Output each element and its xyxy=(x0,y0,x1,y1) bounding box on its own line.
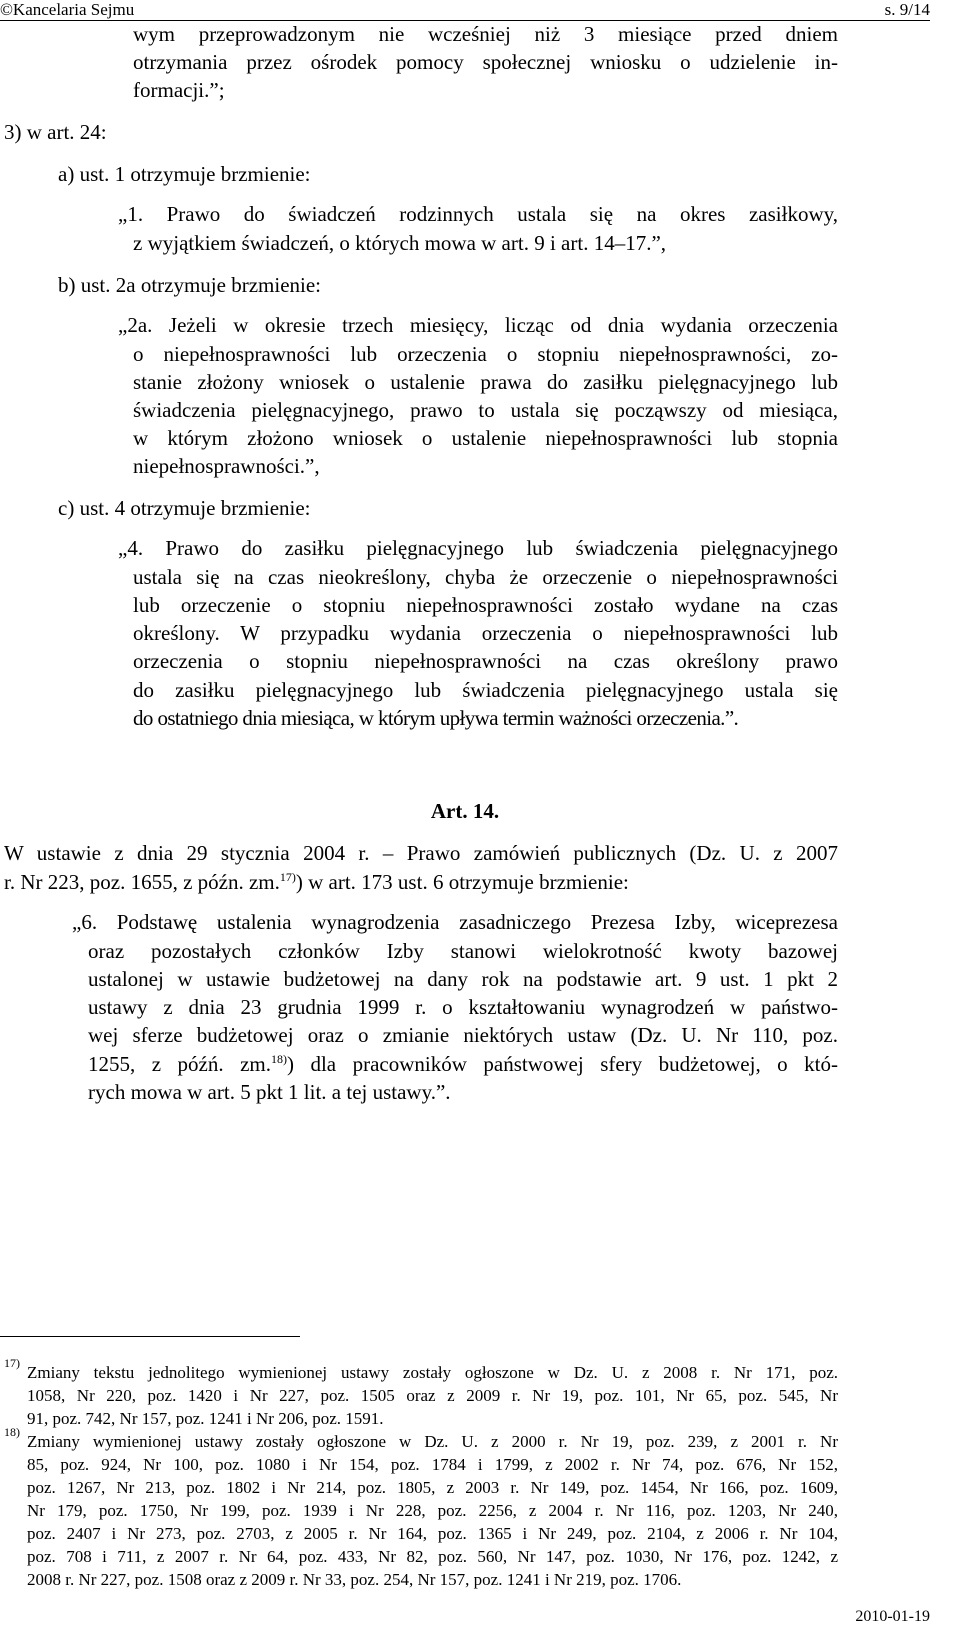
footnote-17-line-2: 1058, Nr 220, poz. 1420 i Nr 227, poz. 1505 oraz z 2009 r. Nr 19, poz. 101, Nr 65, poz. 545, Nr xyxy=(27,1386,838,1405)
point-b-text-5: w którym złożono wniosek o ustalenie niepełnosprawności lub stopnia xyxy=(133,426,838,450)
point-c-text-2: ustala się na czas nieokreślony, chyba że orzeczenie o niepełnosprawności xyxy=(133,565,838,589)
footnote-ref-18: 18) xyxy=(271,1052,287,1066)
article-text-7: rych mowa w art. 5 pkt 1 lit. a tej ustawy.”. xyxy=(88,1080,451,1104)
footnote-18-line-2: 85, poz. 924, Nr 100, poz. 1080 i Nr 154, poz. 1784 i 1799, z 2002 r. Nr 74, poz. 676, Nr 152, xyxy=(27,1455,838,1474)
footer-date: 2010-01-19 xyxy=(855,1608,930,1625)
footnote-18-line-4: Nr 179, poz. 1750, Nr 199, poz. 1939 i Nr 228, poz. 2256, z 2004 r. Nr 116, poz. 1203, Nr 240, xyxy=(27,1501,838,1520)
article-text-4: ustawy z dnia 23 grudnia 1999 r. o kształtowaniu wynagrodzeń w państwo- xyxy=(88,995,838,1019)
page-number: s. 9/14 xyxy=(884,0,930,19)
footnote-17-mark: 17) xyxy=(4,1356,20,1370)
continuation-line-1: wym przeprowadzonym nie wcześniej niż 3 miesiące przed dniem xyxy=(133,22,838,46)
article-text-6-b: ) dla pracowników państwowej sfery budżetowej, o któ- xyxy=(287,1052,838,1076)
footnote-ref-17: 17) xyxy=(279,870,296,884)
header-source: ©Kancelaria Sejmu xyxy=(0,0,135,19)
article-text-6 xyxy=(88,1050,838,1078)
footnote-18-mark: 18) xyxy=(4,1425,20,1439)
footnote-17-line-3: 91, poz. 742, Nr 157, poz. 1241 i Nr 206, poz. 1591. xyxy=(27,1409,384,1428)
point-c-text-6: do zasiłku pielęgnacyjnego lub świadczenia pielęgnacyjnego ustala się xyxy=(133,678,838,702)
article-heading: Art. 14. xyxy=(430,799,500,823)
article-text-2: oraz pozostałych członków Izby stanowi wielokrotność kwoty bazowej xyxy=(88,939,838,963)
point-a-text-1: „1. Prawo do świadczeń rodzinnych ustala się na okres zasiłkowy, xyxy=(118,202,838,226)
continuation-line-2: otrzymania przez ośrodek pomocy społecznej wniosku o udzielenie in- xyxy=(133,50,838,74)
article-text-5: wej sferze budżetowej oraz o zmianie niektórych ustaw (Dz. U. Nr 110, poz. xyxy=(88,1023,838,1047)
footnote-18-line-3: poz. 1267, Nr 213, poz. 1802 i Nr 214, poz. 1805, z 2003 r. Nr 149, poz. 1454, Nr 166, poz. 1609, xyxy=(27,1478,838,1497)
point-c-text-3: lub orzeczenie o stopniu niepełnosprawności zostało wydane na czas xyxy=(133,593,838,617)
article-intro-1: W ustawie z dnia 29 stycznia 2004 r. – Prawo zamówień publicznych (Dz. U. z 2007 xyxy=(4,841,838,865)
article-text-6-a: 1255, z późń. zm. xyxy=(88,1052,271,1076)
point-c-text-5: orzeczenia o stopniu niepełnosprawności na czas określony prawo xyxy=(133,649,838,673)
point-c-intro: c) ust. 4 otrzymuje brzmienie: xyxy=(58,496,311,520)
article-text-3: ustalonej w ustawie budżetowej na dany rok na podstawie art. 9 ust. 1 pkt 2 xyxy=(88,967,838,991)
point-b-text-4: świadczenia pielęgnacyjnego, prawo to ustala się począwszy od miesiąca, xyxy=(133,398,838,422)
point-c-text-1: „4. Prawo do zasiłku pielęgnacyjnego lub świadczenia pielęgnacyjnego xyxy=(118,536,838,560)
footnote-17-line-1: Zmiany tekstu jednolitego wymienionej ustawy zostały ogłoszone w Dz. U. z 2008 r. Nr 171, poz. xyxy=(27,1363,838,1382)
footnote-18-line-6: poz. 708 i 711, z 2007 r. Nr 64, poz. 433, Nr 82, poz. 560, Nr 147, poz. 1030, Nr 176, poz. 1242, z xyxy=(27,1547,838,1566)
article-text-1: „6. Podstawę ustalenia wynagrodzenia zasadniczego Prezesa Izby, wiceprezesa xyxy=(72,910,838,934)
point-c-text-7: do ostatniego dnia miesiąca, w którym upływa termin ważności orzeczenia.”. xyxy=(133,706,739,730)
point-b-text-3: stanie złożony wniosek o ustalenie prawa do zasiłku pielęgnacyjnego lub xyxy=(133,370,838,394)
footnote-18-line-7: 2008 r. Nr 227, poz. 1508 oraz z 2009 r. Nr 33, poz. 254, Nr 157, poz. 1241 i Nr 219, poz. 1706. xyxy=(27,1570,682,1589)
point-a-text-2: z wyjątkiem świadczeń, o których mowa w art. 9 i art. 14–17.”, xyxy=(133,231,667,255)
footnote-18-line-5: poz. 2407 i Nr 273, poz. 2703, z 2005 r. Nr 164, poz. 1365 i Nr 249, poz. 2104, z 2006 r. Nr 104, xyxy=(27,1524,838,1543)
article-intro-2-rest: ) w art. 173 ust. 6 otrzymuje brzmienie: xyxy=(295,870,629,894)
footnote-divider xyxy=(0,1336,300,1337)
footnote-18-line-1: Zmiany wymienionej ustawy zostały ogłoszone w Dz. U. z 2000 r. Nr 19, poz. 239, z 2001 r. Nr xyxy=(27,1432,838,1451)
article-intro-2 xyxy=(4,868,629,896)
point-a-intro: a) ust. 1 otrzymuje brzmienie: xyxy=(58,162,311,186)
point-b-text-2: o niepełnosprawności lub orzeczenia o stopniu niepełnosprawności, zo- xyxy=(133,342,838,366)
point-b-text-6: niepełnosprawności.”, xyxy=(133,454,320,478)
point-c-text-4: określony. W przypadku wydania orzeczenia o niepełnosprawności lub xyxy=(133,621,838,645)
continuation-line-3: formacji.”; xyxy=(133,78,225,102)
article-intro-2-text: r. Nr 223, poz. 1655, z późn. zm. xyxy=(4,870,280,894)
point-b-text-1: „2a. Jeżeli w okresie trzech miesięcy, licząc od dnia wydania orzeczenia xyxy=(118,313,838,337)
item-3-heading: 3) w art. 24: xyxy=(4,120,107,144)
point-b-intro: b) ust. 2a otrzymuje brzmienie: xyxy=(58,273,322,297)
